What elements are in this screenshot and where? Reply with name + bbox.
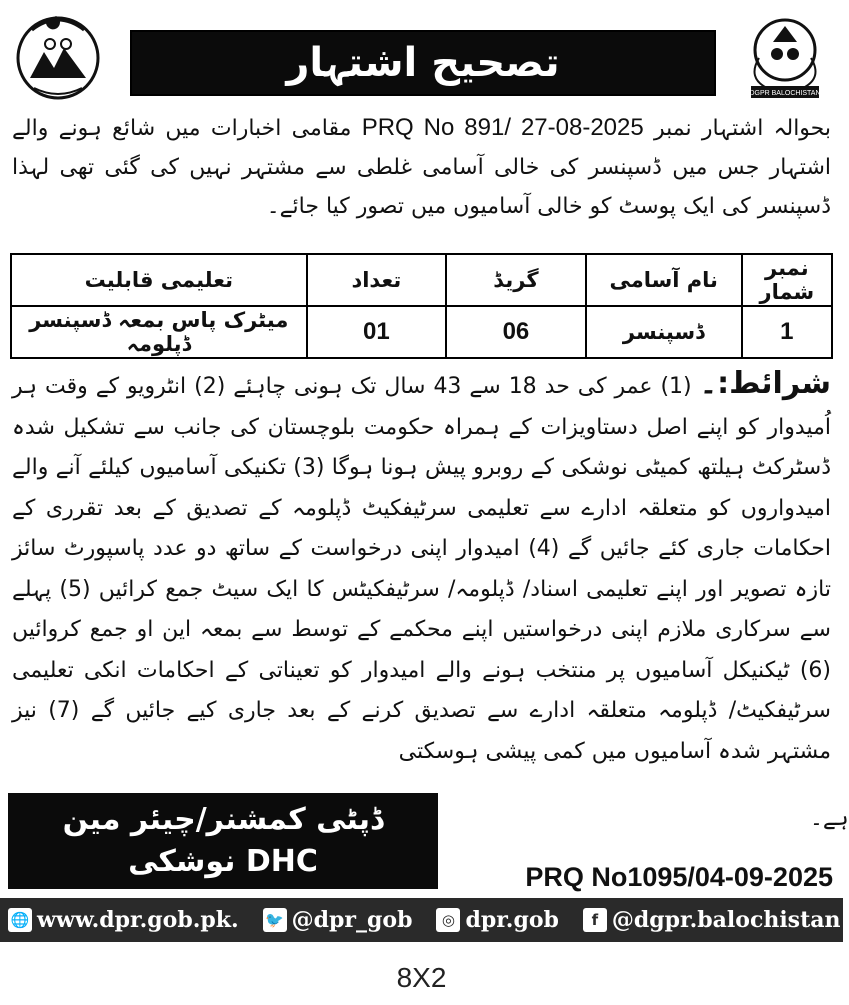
header-post-name: نام آسامی	[586, 254, 742, 306]
twitter-link[interactable]	[263, 907, 413, 933]
conditions-paragraph	[12, 364, 831, 772]
twitter-icon: 🐦	[263, 908, 287, 932]
dgpr-emblem-logo	[737, 8, 833, 104]
closing-word: ہے۔	[810, 806, 849, 831]
vacancy-table	[10, 253, 833, 359]
instagram-link[interactable]	[436, 907, 558, 933]
conditions-label: شرائط:۔	[699, 366, 832, 401]
instagram-icon: ◎	[436, 908, 460, 932]
globe-icon: 🌐	[8, 908, 32, 932]
facebook-text: @dgpr.balochistan	[611, 907, 841, 933]
social-links-strip	[0, 898, 843, 942]
website-text: www.dpr.gob.pk.	[37, 907, 239, 933]
footer-prq-number: PRQ No1095/04-09-2025	[525, 862, 833, 892]
cell-serial: 1	[742, 306, 832, 358]
reference-prq-number: PRQ No 891/ 27-08-2025	[361, 114, 644, 141]
cell-grade: 06	[446, 306, 586, 358]
cell-post-name: ڈسپنسر	[586, 306, 742, 358]
facebook-link[interactable]	[583, 907, 841, 933]
conditions-text: (1) عمر کی حد 18 سے 43 سال تک ہونی چاہئے (2) انٹرویو کے وقت ہر اُمیدوار کو اپنے اصل دستاویزات کے ہمراہ حکومت بلوچستان کی جانب سے تشکیل شدہ ڈسٹرکٹ ہیلتھ کمیٹی نوشکی کے روبرو پیش ہونا ہوگا (3) تکنیکی آسامیوں کیلئے آنے والے امیدواروں کو متعلقہ ادارے سے تعلیمی سرٹیفکیٹ ڈپلومہ کے تصدیق کے بعد تقرری کے احکامات جاری کئے جائیں گے (4) امیدوار اپنی درخواست کے ساتھ دو عدد پاسپورٹ سائز تازہ تصویر اور اپنے تعلیمی اسناد/ ڈپلومہ/ سرٹیفکیٹس کا ایک سیٹ جمع کرائیں (5) پہلے سے سرکاری ملازم اپنی درخواستیں اپنے محکمے کے توسط سے بمعہ این او جمع کروائیں (6) ٹیکنیکل آسامیوں پر منتخب ہونے والے امیدوار کو تعیناتی کے احکامات انکی تعلیمی سرٹیفکیٹ/ ڈپلومہ متعلقہ ادارے سے تصدیق کرنے کے بعد جاری کیے جائیں گے (7) نیز مشتہر شدہ آسامیوں میں کمی پیشی ہوسکتی	[12, 374, 832, 764]
facebook-icon: f	[583, 908, 607, 932]
twitter-text: @dpr_gob	[291, 907, 413, 933]
balochistan-emblem-logo	[10, 8, 106, 104]
ad-size-label: 8X2	[396, 962, 447, 993]
cell-quantity: 01	[307, 306, 447, 358]
dgpr-logo-text: DGPR BALOCHISTAN	[749, 90, 821, 97]
header-grade: گریڈ	[446, 254, 586, 306]
cell-qualification: میٹرک پاس بمعہ ڈسپنسر ڈپلومہ	[11, 306, 307, 358]
signature-office: DHC نوشکی	[128, 844, 318, 879]
table-row	[11, 306, 832, 358]
reference-text-after: مقامی اخبارات میں شائع ہونے والے اشتہار جس میں ڈسپنسر کی خالی آسامی غلطی سے مشتہر نہیں کی گئی تھی لہذا ڈسپنسر کی ایک پوسٹ کو خالی آسامیوں میں تصور کیا جائے۔	[12, 116, 831, 219]
correction-ad-title: تصحیح اشتہار	[130, 30, 716, 96]
instagram-text: dpr.gob	[465, 907, 559, 933]
table-header-row	[11, 254, 832, 306]
reference-paragraph	[12, 108, 831, 226]
header-serial: نمبر شمار	[742, 254, 832, 306]
signature-block	[8, 793, 438, 889]
header-qualification: تعلیمی قابلیت	[11, 254, 307, 306]
signature-designation: ڈپٹی کمشنر/چیئر مین	[62, 802, 384, 837]
reference-text-before: بحوالہ اشتہار نمبر	[643, 116, 832, 141]
header-quantity: تعداد	[307, 254, 447, 306]
website-link[interactable]	[8, 907, 239, 933]
